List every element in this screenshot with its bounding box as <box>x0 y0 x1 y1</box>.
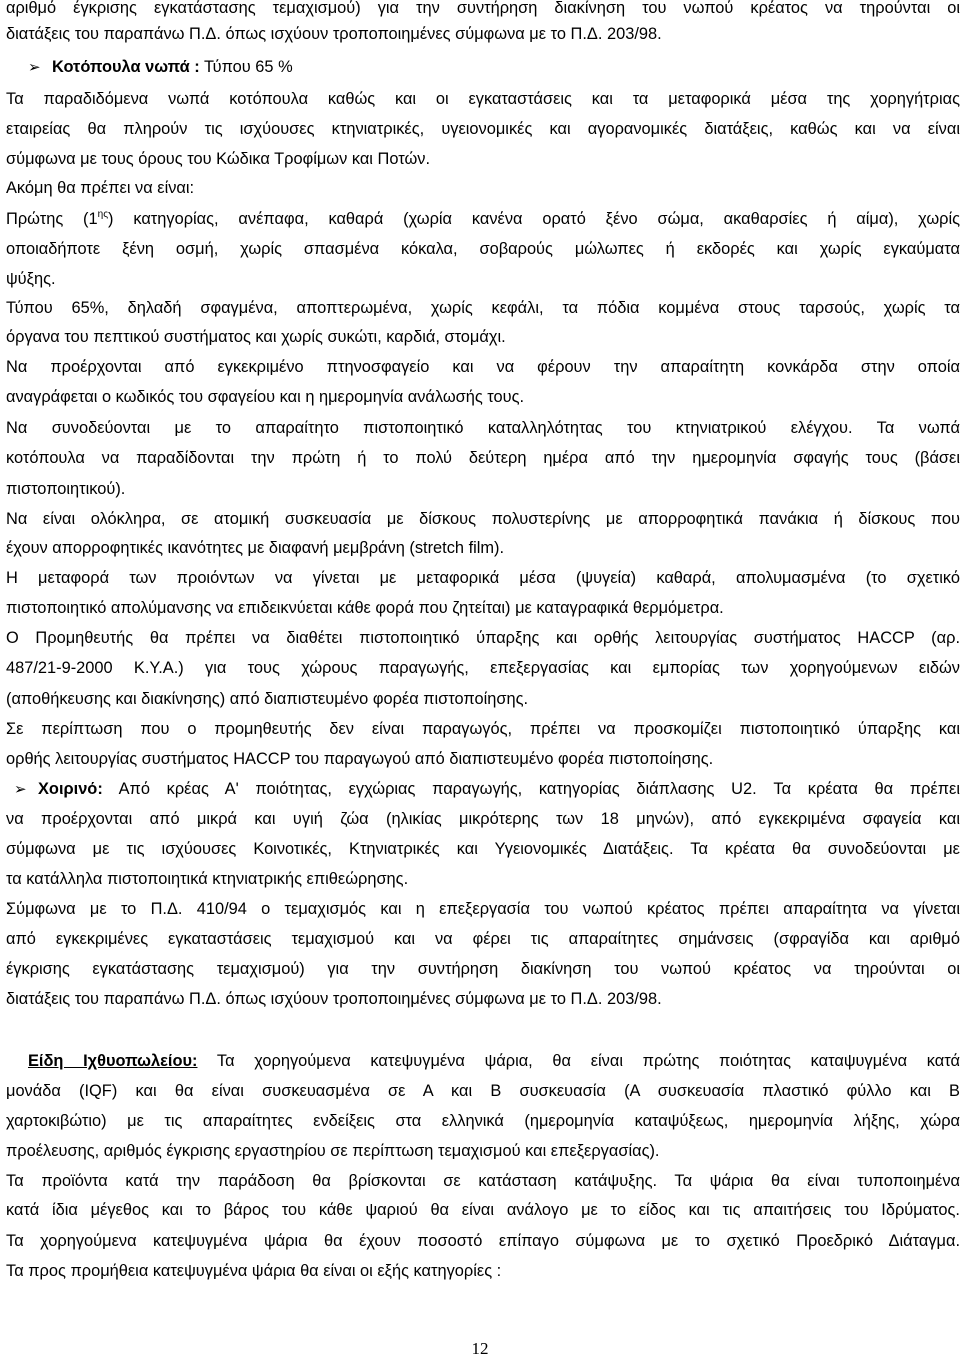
text-line: Τα προς προμήθεια κατεψυγμένα ψάρια θα είναι οι εξής κατηγορίες : <box>6 1262 502 1280</box>
fish-heading-text: Τα χορηγούμενα κατεψυγμένα ψάρια, θα είναι πρώτης ποιότητας καταψυγμένα κατά <box>197 1052 960 1070</box>
text-line: να προέρχονται από μικρά και υγιή ζώα (ηλικίας μικρότερης των 18 μηνών), από εγκεκριμένα σφαγεία και <box>6 810 960 828</box>
text-line: σύμφωνα με τους όρους του Κώδικα Τροφίμων και Ποτών. <box>6 150 431 168</box>
text-line: οποιαδήποτε ξένη οσμή, χωρίς σπασμένα κόκαλα, σοβαρούς μώλωπες ή εκδορές και χωρίς εγκαύματα <box>6 240 960 258</box>
text-line: Σύμφωνα με το Π.Δ. 410/94 ο τεμαχισμός και η επεξεργασία του νωπού κρέατος πρέπει απαραίτητα να γίνεται <box>6 900 960 918</box>
text-line: Ο Προμηθευτής θα πρέπει να διαθέτει πιστοποιητικό ύπαρξης και ορθής λειτουργίας συστήματος HACCP (αρ. <box>6 629 960 647</box>
text-line: 487/21-9-2000 Κ.Υ.Α.) για τους χώρους παραγωγής, επεξεργασίας και εμπορίας των χορηγούμενων ειδών <box>6 659 960 677</box>
text-line: διατάξεις του παραπάνω Π.Δ. όπως ισχύουν τροποποιημένες σύμφωνα με το Π.Δ. 203/98. <box>6 25 662 43</box>
text-line: διατάξεις του παραπάνω Π.Δ. όπως ισχύουν τροποποιημένες σύμφωνα με το Π.Δ. 203/98. <box>6 990 662 1008</box>
page-number: 12 <box>471 1339 489 1358</box>
text-line: μονάδα (IQF) και θα είναι συσκευασμένα σε Α και Β συσκευασία (Α συσκευασία πλαστικό φύλλο και Β <box>6 1082 960 1100</box>
text-line: προέλευσης, αριθμός έγκρισης εργαστηρίου σε περίπτωση τεμαχισμού και επεξεργασίας). <box>6 1142 660 1160</box>
text-line: Σε περίπτωση που ο προμηθευτής δεν είναι παραγωγός, πρέπει να προσκομίζει πιστοποιητικό ύπαρξης και <box>6 720 960 738</box>
text-line: Να προέρχονται από εγκεκριμένο πτηνοσφαγείο και να φέρουν την απαραίτητη κονκάρδα στην οποία <box>6 358 960 376</box>
pork-heading-title: Χοιρινό: <box>38 780 103 798</box>
text-line: πιστοποιητικό απολύμανσης να επιδεικνύεται κάθε φορά που ζητείται) με καταγραφικά θερμόμετρα. <box>6 599 724 617</box>
text-line: κοτόπουλα να παραδίδονται την πρώτη ή το πολύ δεύτερη ημέρα από την ημερομηνία σφαγής τους (βάσει <box>6 449 960 467</box>
text-line: ψύξης. <box>6 270 56 288</box>
chicken-heading <box>28 55 960 79</box>
pork-heading-text: Από κρέας Α' ποιότητας, εγχώριας παραγωγής, κατηγορίας διάπλασης U2. Τα κρέατα θα πρέπει <box>102 780 960 798</box>
text-line: σύμφωνα με τις ισχύουσες Κοινοτικές, Κτηνιατρικές και Υγειονομικές Διατάξεις. Τα κρέατα θα συνοδεύονται με <box>6 840 960 858</box>
text-line: Ακόμη θα πρέπει να είναι: <box>6 179 195 197</box>
text-line: Τα προϊόντα κατά την παράδοση θα βρίσκονται σε κατάσταση κατάψυξης. Τα ψάρια θα είναι τυποποιημένα <box>6 1172 960 1190</box>
text-line: Να είναι ολόκληρα, σε ατομική συσκευασία με δίσκους πολυστερίνης με απορροφητικά πανάκια ή δίσκους που <box>6 510 960 528</box>
text-line: (αποθήκευσης και διακίνησης) από διαπιστευμένο φορέα πιστοποίησης. <box>6 690 529 708</box>
text-line: Η μεταφορά των προιόντων να γίνεται με μεταφορικά μέσα (ψυγεία) καθαρά, απολυμασμένα (το σχετικό <box>6 569 960 587</box>
text-line: αναγράφεται ο κωδικός του σφαγείου και η ημερομηνία ανάλωσής τους. <box>6 388 525 406</box>
fish-heading-title: Είδη Ιχθυοπωλείου: <box>28 1052 198 1070</box>
text-line: Να συνοδεύονται με το απαραίτητο πιστοποιητικό καταλληλότητας του κτηνιατρικού ελέγχου. Τα νωπά <box>6 419 960 437</box>
arrow-bullet-icon: ➢ <box>14 780 27 798</box>
arrow-bullet-icon: ➢ <box>28 58 41 76</box>
text-line: έχουν απορροφητικές ικανότητες με διαφανή μεμβράνη (stretch film). <box>6 539 505 557</box>
text-line: αριθμό έγκρισης εγκατάστασης τεμαχισμού) για την συντήρηση διακίνηση του νωπού κρέατος να τηρούνται οι <box>6 0 960 17</box>
pork-heading <box>14 777 960 801</box>
text-line: χαρτοκιβώτιο) με τις απαραίτητες ενδείξεις στα ελληνικά (ημερομηνία καταψύξεως, ημερομηνία λήξης, χώρα <box>6 1112 960 1130</box>
text-line: από εγκεκριμένες εγκαταστάσεις τεμαχισμού και να φέρει τις απαραίτητες σημάνσεις (σφραγίδα και αριθμό <box>6 930 960 948</box>
text-line: πιστοποιητικού). <box>6 480 126 498</box>
chicken-heading-title: Κοτόπουλα νωπά : <box>52 58 200 76</box>
fish-heading <box>28 1049 960 1073</box>
text-line: Πρώτης $(1^{\eta\varsigma})$ κατηγορίας, ανέπαφα, καθαρά (χωρία κανένα ορατό ξένο σώμα, ακαθαρσίες ή αίμα), χωρίς <box>6 209 960 228</box>
text-line: Τύπου 65%, δηλαδή σφαγμένα, αποπτερωμένα, χωρίς κεφάλι, τα πόδια κομμένα στους ταρσούς, χωρίς τα <box>6 299 960 317</box>
text-line: τα κατάλληλα πιστοποιητικά κτηνιατρικής επιθεώρησης. <box>6 870 409 888</box>
text-line: έγκρισης εγκατάστασης τεμαχισμού) για την συντήρηση διακίνηση του νωπού κρέατος να τηρούνται οι <box>6 960 960 978</box>
text-line: Τα παραδιδόμενα νωπά κοτόπουλα καθώς και οι εγκαταστάσεις και τα μεταφορικά μέσα της χορηγήτριας <box>6 90 960 108</box>
text-line: ορθής λειτουργίας συστήματος HACCP του παραγωγού από διαπιστευμένο φορέα πιστοποίησης. <box>6 750 714 768</box>
text-line: Τα χορηγούμενα κατεψυγμένα ψάρια θα έχουν ποσοστό επίπαγο σύμφωνα με το σχετικό Προεδρικό Διάταγμα. <box>6 1232 960 1250</box>
text-line: όργανα του πεπτικού συστήματος και χωρίς συκώτι, καρδιά, στομάχι. <box>6 328 506 346</box>
text-line: κατά ίδια μέγεθος και το βάρος του κάθε ψαριού θα είναι ανάλογο με το είδος και τις απαιτήσεις του Ιδρύματος. <box>6 1201 960 1219</box>
text-line: εταιρείας θα πληρούν τις ισχύουσες κτηνιατρικές, υγειονομικές και αγορανομικές διατάξεις, καθώς και να είναι <box>6 120 960 138</box>
chicken-heading-type: Τύπου 65 % <box>199 58 293 76</box>
